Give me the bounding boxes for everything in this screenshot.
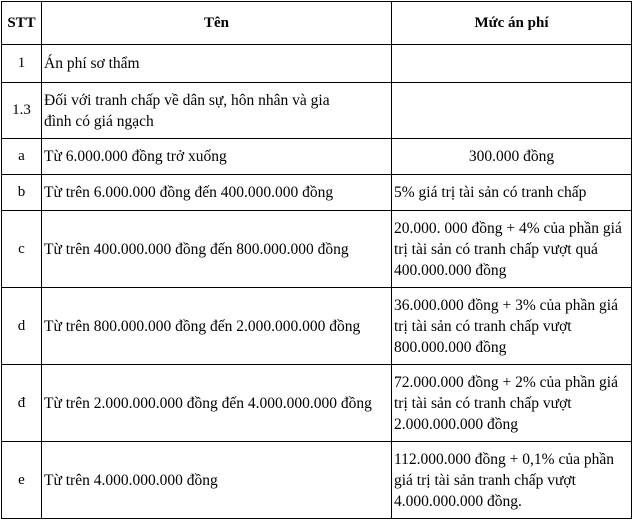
row-fee	[392, 45, 632, 83]
row-fee: 5% giá trị tài sản có tranh chấp	[392, 175, 632, 211]
table-row	[2, 83, 632, 139]
row-ten: Từ trên 4.000.000.000 đồng	[42, 442, 392, 519]
header-ten: Tên	[42, 2, 392, 45]
row-ten: Từ trên 800.000.000 đồng đến 2.000.000.000 đồng	[42, 288, 392, 365]
header-row	[2, 2, 632, 45]
row-fee: 36.000.000 đồng + 3% của phần giá trị tài sản có tranh chấp vượt 800.000.000 đồng	[392, 288, 632, 365]
row-fee: 20.000. 000 đồng + 4% của phần giá trị tài sản có tranh chấp vượt quá 400.000.000 đồng	[392, 211, 632, 288]
row-stt: d	[2, 288, 42, 365]
table-row	[2, 45, 632, 83]
row-fee: 72.000.000 đồng + 2% của phần giá trị tài sản có tranh chấp vượt 2.000.000.000 đồng	[392, 365, 632, 442]
row-fee: 112.000.000 đồng + 0,1% của phần giá trị tài sản tranh chấp vượt 4.000.000.000 đồng.	[392, 442, 632, 519]
row-stt: e	[2, 442, 42, 519]
row-ten: Từ trên 2.000.000.000 đồng đến 4.000.000.000 đồng	[42, 365, 392, 442]
row-fee	[392, 83, 632, 139]
table-row	[2, 211, 632, 288]
row-ten-cell	[42, 83, 392, 139]
header-stt: STT	[2, 2, 42, 45]
fee-table	[1, 1, 632, 519]
row-ten: Từ trên 400.000.000 đồng đến 800.000.000 đồng	[42, 211, 392, 288]
row-ten: Từ trên 6.000.000 đồng đến 400.000.000 đồng	[42, 175, 392, 211]
row-stt: đ	[2, 365, 42, 442]
table-row	[2, 365, 632, 442]
row-fee: 300.000 đồng	[392, 139, 632, 175]
row-ten: Đối với tranh chấp về dân sự, hôn nhân và gia đình có giá ngạch	[44, 91, 330, 130]
row-ten: Án phí sơ thẩm	[42, 45, 392, 83]
row-stt: c	[2, 211, 42, 288]
row-stt: b	[2, 175, 42, 211]
row-ten: Từ 6.000.000 đồng trở xuống	[42, 139, 392, 175]
header-muc-an-phi: Mức án phí	[392, 2, 632, 45]
row-stt: a	[2, 139, 42, 175]
table-row	[2, 139, 632, 175]
table-row	[2, 288, 632, 365]
table-row	[2, 442, 632, 519]
row-stt: 1	[2, 45, 42, 83]
row-stt: 1.3	[2, 83, 42, 139]
table-row	[2, 175, 632, 211]
